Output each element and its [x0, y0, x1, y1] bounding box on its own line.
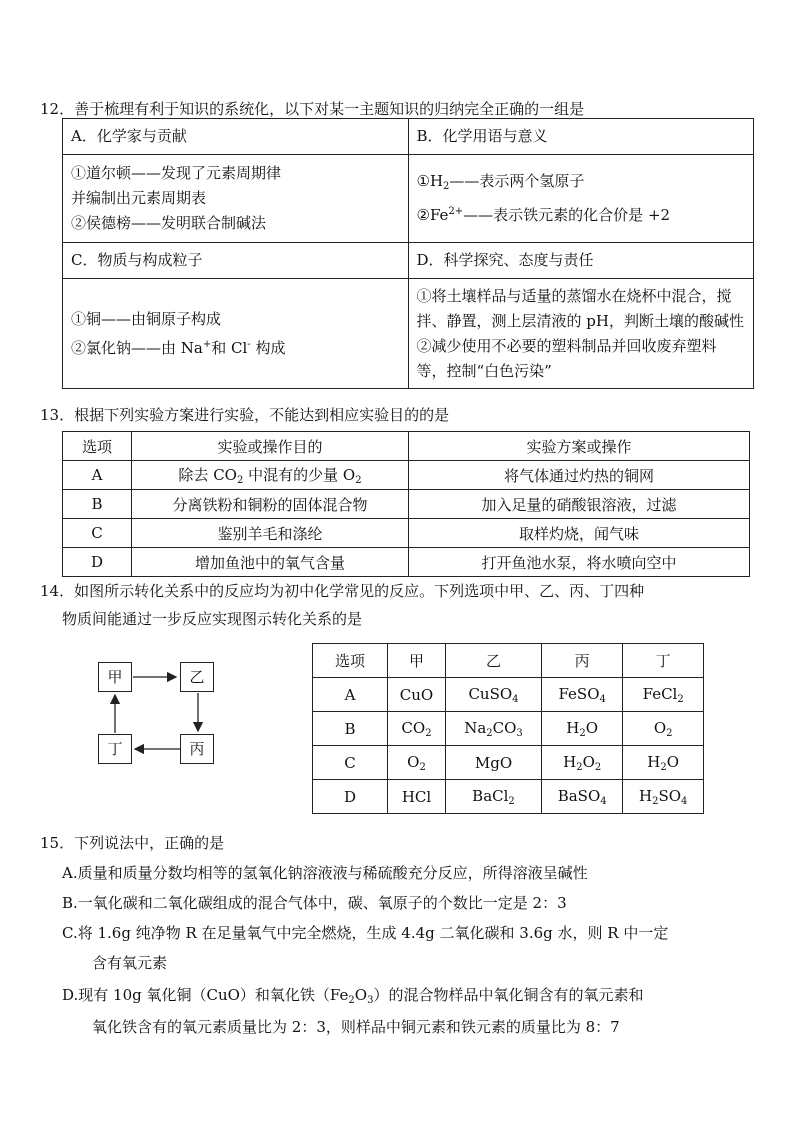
q13-goal: 增加鱼池中的氧气含量: [132, 548, 409, 577]
q14-header-option: 选项: [313, 644, 388, 678]
q12-d-line2: 拌、静置，测上层清液的 pH，判断土壤的酸碱性: [416, 311, 744, 330]
q15-option-c-line1: C.将 1.6g 纯净物 R 在足量氧气中完全燃烧，生成 4.4g 二氧化碳和 3.6g 水，则 R 中一定: [62, 924, 669, 942]
q14-option: D: [313, 780, 388, 814]
q14-stem-line1: 14．如图所示转化关系中的反应均为初中化学常见的反应。下列选项中甲、乙、丙、丁四种: [40, 582, 645, 600]
q13-plan: 取样灼烧，闻气味: [409, 519, 750, 548]
q12-option-c-content: [63, 279, 409, 389]
q14-header-bing: 丙: [541, 644, 622, 678]
q14-option: B: [313, 712, 388, 746]
q13-option: B: [63, 490, 132, 519]
q13-plan: 打开鱼池水泵，将水喷向空中: [409, 548, 750, 577]
q14-formula-cell: $CO_2$: [388, 712, 446, 746]
table-row: [63, 519, 750, 548]
node-yi: 乙: [180, 662, 214, 692]
q13-header-option: 选项: [63, 432, 132, 461]
q13-goal: 分离铁粉和铜粉的固体混合物: [132, 490, 409, 519]
q13-plan: 将气体通过灼热的铜网: [409, 461, 750, 490]
q12-b-line2: $②Fe^{2+}——$表示铁元素的化合价是 +2: [416, 206, 671, 224]
q12-c-line2: ②氯化钠——由 Na+和 Cl- 构成: [71, 338, 286, 357]
node-bing: 丙: [180, 734, 214, 764]
q12-d-line4: 等，控制“白色污染”: [416, 361, 552, 380]
q13-header-goal: 实验或操作目的: [132, 432, 409, 461]
q12-a-line1: ①道尔顿——发现了元素周期律: [71, 164, 282, 182]
table-row: [313, 780, 704, 814]
q14-formula-cell: $H_2SO_4$: [623, 780, 704, 814]
q13-header-plan: 实验方案或操作: [409, 432, 750, 461]
q13-table: [62, 431, 750, 577]
q12-c-line1: ①铜——由铜原子构成: [71, 309, 222, 328]
q15-option-a: A.质量和质量分数均相等的氢氧化钠溶液液与稀硫酸充分反应，所得溶液呈碱性: [62, 864, 588, 882]
q15-option-d-line1: D.现有 10g 氧化铜（CuO）和氧化铁$(Fe_2O_3)$的混合物样品中氧化铜含有的氧元素和: [62, 986, 644, 1006]
q13-goal: 鉴别羊毛和涤纶: [132, 519, 409, 548]
q15-option-b: B.一氧化碳和二氧化碳组成的混合气体中，碳、氧原子的个数比一定是 2：3: [62, 894, 567, 912]
q13-option: C: [63, 519, 132, 548]
q14-formula-cell: MgO: [446, 746, 542, 780]
q14-header-ding: 丁: [623, 644, 704, 678]
q12-a-line2: 并编制出元素周期表: [71, 189, 207, 207]
q14-formula-cell: $H_2O_2$: [541, 746, 622, 780]
table-row: [63, 461, 750, 490]
q13-plan: 加入足量的硝酸银溶液，过滤: [409, 490, 750, 519]
q14-header-yi: 乙: [446, 644, 542, 678]
q12-d-line1: ①将土壤样品与适量的蒸馏水在烧杯中混合，搅: [416, 286, 732, 305]
q14-formula-cell: CuO: [388, 678, 446, 712]
q12-d-line3: ②减少使用不必要的塑料制品并回收废弃塑料: [416, 336, 717, 355]
table-row: [63, 548, 750, 577]
q13-goal: 除去 $CO_2$ 中混有的少量 $O_2$: [132, 461, 409, 490]
q12-option-d-heading: D．科学探究、态度与责任: [408, 243, 754, 279]
q14-option: A: [313, 678, 388, 712]
q14-formula-cell: BaCl$_2$: [446, 780, 542, 814]
q12-option-c-heading: C．物质与构成粒子: [63, 243, 409, 279]
q14-table: [312, 643, 704, 814]
table-row: [313, 712, 704, 746]
q12-option-d-content: [408, 279, 754, 389]
node-jia: 甲: [98, 662, 132, 692]
q12-b-line1: $①H_2——$表示两个氢原子: [416, 172, 585, 192]
q14-formula-cell: BaSO$_4$: [541, 780, 622, 814]
q15-option-c-line2: 含有氧元素: [92, 954, 168, 972]
q15-option-d-line2: 氧化铁含有的氧元素质量比为 2：3，则样品中铜元素和铁元素的质量比为 8：7: [92, 1018, 620, 1036]
q14-formula-cell: HCl: [388, 780, 446, 814]
q14-stem-line2: 物质间能通过一步反应实现图示转化关系的是: [62, 610, 363, 628]
q12-a-line3: ②侯德榜——发明联合制碱法: [71, 214, 267, 232]
q14-formula-cell: FeSO$_4$: [541, 678, 622, 712]
q12-stem: 12．善于梳理有利于知识的系统化，以下对某一主题知识的归纳完全正确的一组是: [40, 100, 585, 118]
q13-option: A: [63, 461, 132, 490]
table-row: [313, 746, 704, 780]
q12-option-b-content: [408, 155, 754, 243]
table-row: [63, 490, 750, 519]
q13-option: D: [63, 548, 132, 577]
node-ding: 丁: [98, 734, 132, 764]
q12-option-b-heading: B．化学用语与意义: [408, 119, 754, 155]
q14-diagram: [90, 655, 230, 775]
q12-table: [62, 118, 754, 389]
q13-stem: 13．根据下列实验方案进行实验，不能达到相应实验目的的是: [40, 406, 450, 424]
q14-formula-cell: $O_2$: [623, 712, 704, 746]
q12-option-a-content: [63, 155, 409, 243]
q14-formula-cell: $Na_2CO_3$: [446, 712, 542, 746]
q14-header-jia: 甲: [388, 644, 446, 678]
q14-formula-cell: CuSO$_4$: [446, 678, 542, 712]
q14-formula-cell: $H_2O$: [541, 712, 622, 746]
q12-option-a-heading: A．化学家与贡献: [63, 119, 409, 155]
q15-stem: 15．下列说法中，正确的是: [40, 834, 225, 852]
q14-formula-cell: $O_2$: [388, 746, 446, 780]
q14-formula-cell: FeCl$_2$: [623, 678, 704, 712]
q14-formula-cell: $H_2O$: [623, 746, 704, 780]
q14-option: C: [313, 746, 388, 780]
table-row: [313, 678, 704, 712]
